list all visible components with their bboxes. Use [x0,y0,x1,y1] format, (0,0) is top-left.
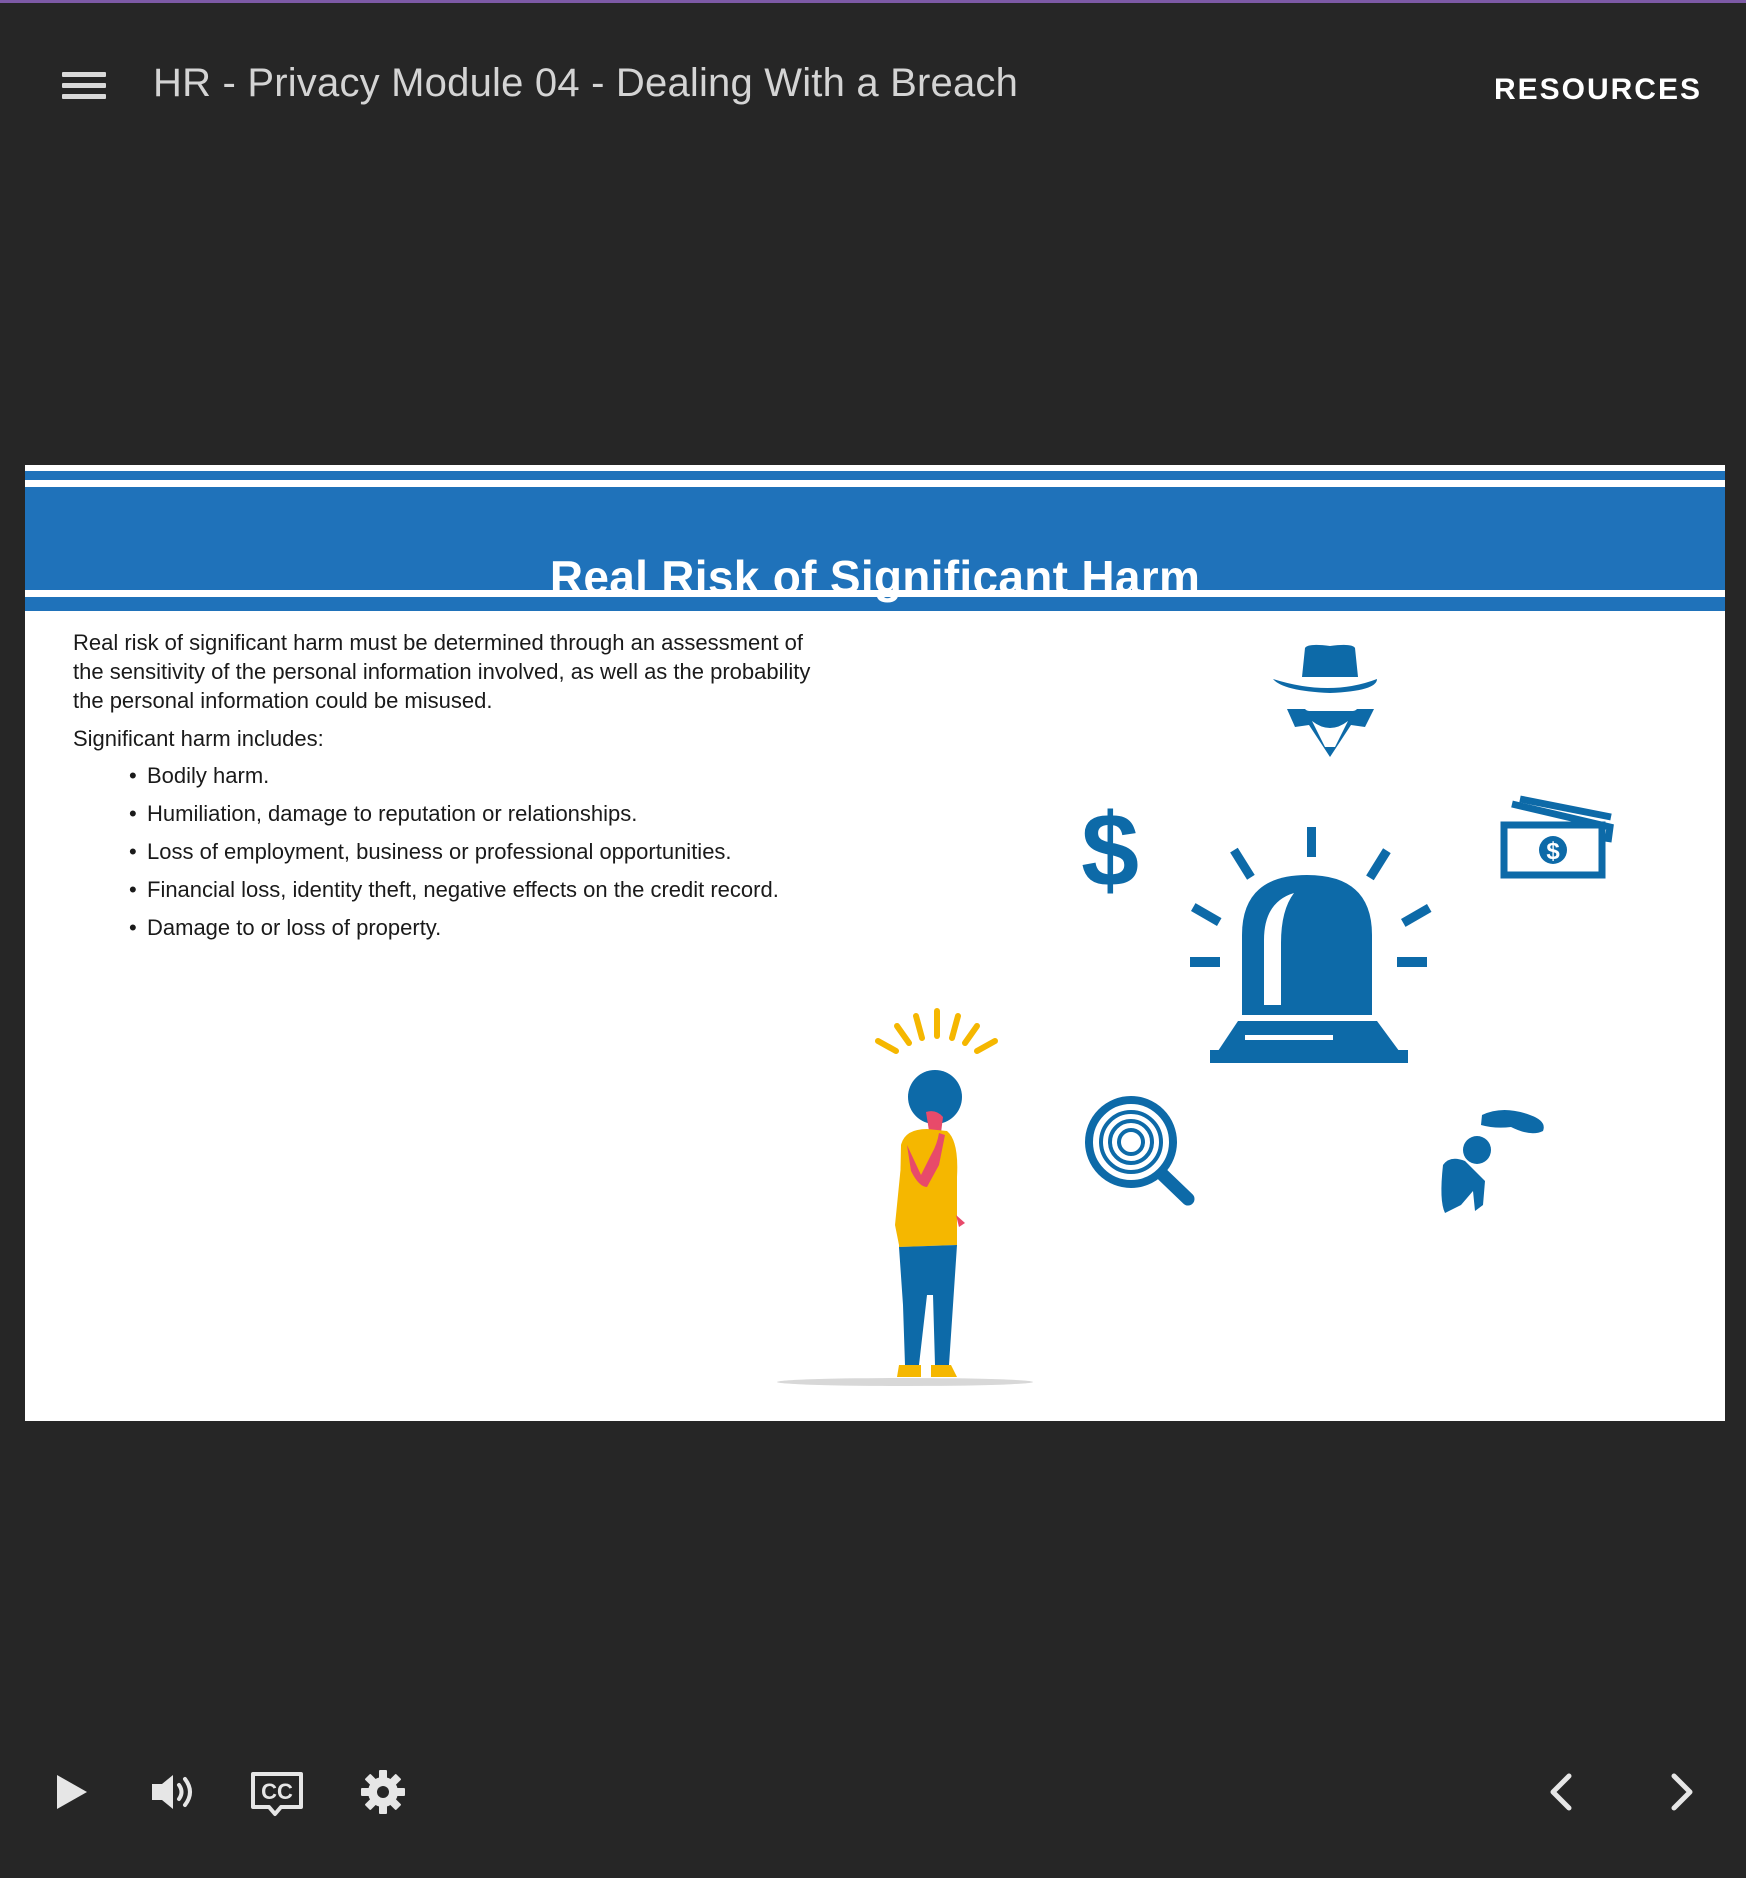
closed-captions-icon [245,1760,309,1824]
alarm-siren-icon [1190,827,1431,1063]
chevron-left-icon [1529,1760,1593,1824]
resources-button[interactable]: RESOURCES [1493,73,1702,106]
play-icon [40,1760,104,1824]
dollar-sign-icon: $ [1081,793,1139,909]
previous-slide-button[interactable] [1529,1760,1593,1824]
harassed-person-icon [1441,1110,1543,1213]
intro-paragraph: Real risk of significant harm must be determined through an assessment of the sensitivity of the personal information involved, as well as the probability the personal information could be misused. [73,630,811,713]
svg-text:$: $ [1546,838,1560,865]
course-title: HR - Privacy Module 04 - Dealing With a Breach [153,61,1019,105]
next-slide-button[interactable] [1650,1760,1714,1824]
menu-toggle-button[interactable] [60,69,108,105]
closed-captions-button[interactable] [245,1760,309,1824]
thinking-person-figure [777,1011,1033,1386]
list-item: • Damage to or loss of property. [125,913,785,942]
fingerprint-search-icon [1089,1100,1188,1199]
list-item: • Loss of employment, business or professional opportunities. [125,837,785,866]
play-button[interactable] [40,1760,104,1824]
hamburger-icon-bar-1 [62,72,106,77]
volume-icon [140,1760,204,1824]
player-controls [0,1760,1746,1840]
settings-button[interactable] [351,1760,415,1824]
spy-icon [1273,645,1377,757]
hamburger-icon-bar-2 [62,83,106,88]
volume-button[interactable] [140,1760,204,1824]
includes-label: Significant harm includes: [73,726,324,751]
gear-icon [351,1760,415,1824]
list-item: • Financial loss, identity theft, negative effects on the credit record. [125,875,785,904]
hamburger-icon-bar-3 [62,94,106,99]
player-header [0,3,1746,163]
chevron-right-icon [1650,1760,1714,1824]
slide-title: Real Risk of Significant Harm [549,551,1201,603]
svg-text:CC: CC [261,1779,293,1804]
list-item: • Humiliation, damage to reputation or relationships. [125,799,785,828]
harm-illustration [25,465,1725,1421]
list-item: • Bodily harm. [125,761,785,790]
slide-canvas [25,465,1725,1421]
